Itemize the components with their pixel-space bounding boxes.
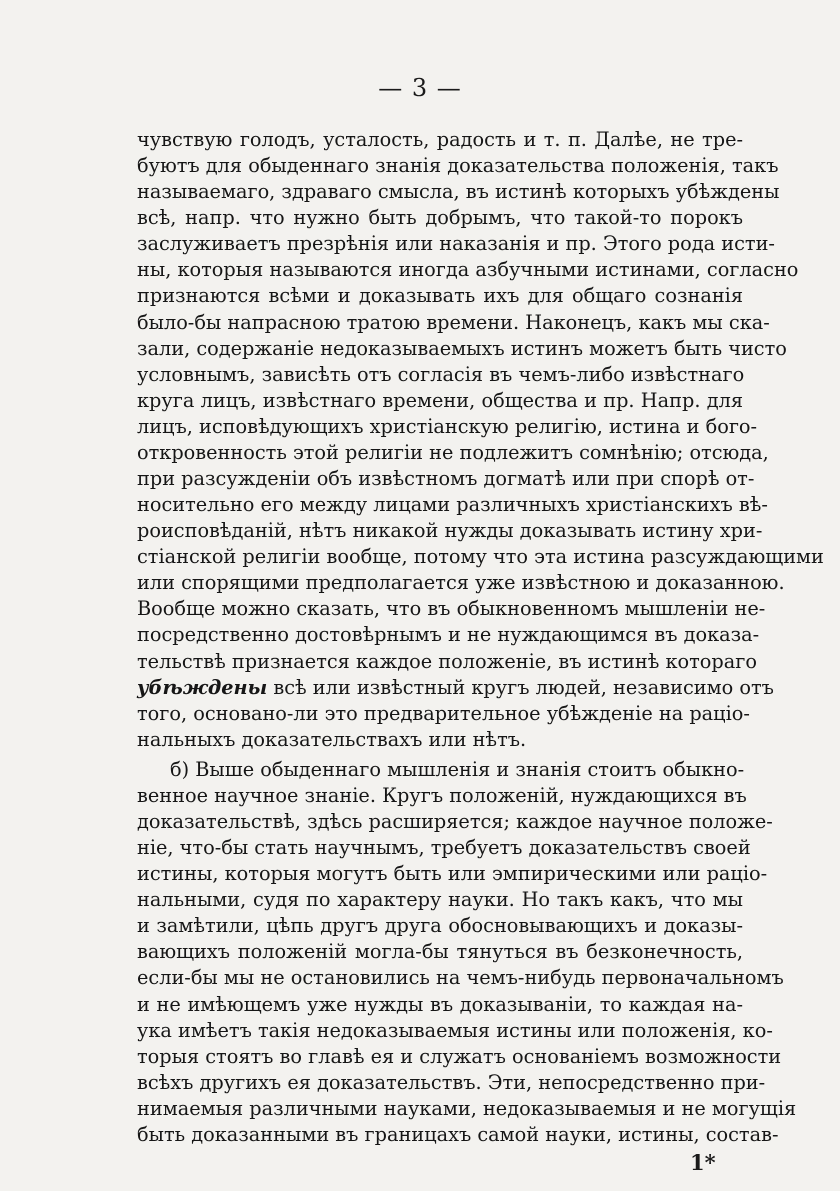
text-line: круга лицъ, извѣстнаго времени, общества и пр. Напр. для <box>137 389 743 412</box>
text-line: б) Выше обыденнаго мышленія и знанія стоитъ обыкно- <box>170 758 745 781</box>
text-line: условнымъ, зависѣть отъ согласія въ чемъ-либо извѣстнаго <box>137 363 745 386</box>
text-line: признаются всѣми и доказывать ихъ для общаго сознанія <box>137 284 743 307</box>
printer-signature-mark: 1* <box>690 1150 716 1175</box>
text-line: стіанской религіи вообще, потому что эта истина разсуждающими <box>137 545 824 568</box>
text-line: вающихъ положеній могла-бы тянуться въ безконечность, <box>137 940 743 963</box>
text-line: нимаемыя различными науками, недоказываемыя и не могущія <box>137 1097 797 1120</box>
text-line: лицъ, исповѣдующихъ христіанскую религію, истина и бого- <box>137 415 758 438</box>
text-line-remainder: всѣ или извѣстный кругъ людей, независимо отъ <box>273 676 774 699</box>
text-line: всѣ, напр. что нужно быть добрымъ, что такой-то порокъ <box>137 206 743 229</box>
text-line: и не имѣющемъ уже нужды въ доказываніи, то каждая на- <box>137 993 743 1016</box>
text-line: нальныхъ доказательствахъ или нѣтъ. <box>137 728 527 751</box>
text-line: при разсужденіи объ извѣстномъ догматѣ или при спорѣ от- <box>137 467 755 490</box>
text-line: нальными, судя по характеру науки. Но такъ какъ, что мы <box>137 888 743 911</box>
text-line: посредственно достовѣрнымъ и не нуждающимся въ доказа- <box>137 623 760 646</box>
text-line: всѣхъ другихъ ея доказательствъ. Эти, непосредственно при- <box>137 1071 766 1094</box>
text-line: венное научное знаніе. Кругъ положеній, нуждающихся въ <box>137 784 747 807</box>
text-line: истины, которыя могутъ быть или эмпирическими или раціо- <box>137 862 768 885</box>
text-line: или спорящими предполагается уже извѣстною и доказанною. <box>137 571 785 594</box>
text-line: быть доказанными въ границахъ самой науки, истины, состав- <box>137 1123 779 1146</box>
text-line: носительно его между лицами различныхъ христіанскихъ вѣ- <box>137 493 768 516</box>
text-line: и замѣтили, цѣпь другъ друга обосновывающихъ и доказы- <box>137 914 743 937</box>
text-line: ніе, что-бы стать научнымъ, требуетъ доказательствъ своей <box>137 836 751 859</box>
text-line: заслуживаетъ презрѣнія или наказанія и пр. Этого рода исти- <box>137 232 775 255</box>
text-line: чувствую голодъ, усталость, радость и т. п. Далѣе, не тре- <box>137 128 743 151</box>
text-line: роисповѣданій, нѣтъ никакой нужды доказывать истину хри- <box>137 519 763 542</box>
text-line: торыя стоятъ во главѣ ея и служатъ основаніемъ возможности <box>137 1045 782 1068</box>
text-line: откровенность этой религіи не подлежитъ сомнѣнію; отсюда, <box>137 441 769 464</box>
text-line: тельствѣ признается каждое положеніе, въ истинѣ котораго <box>137 650 757 673</box>
page-number: — 3 — <box>378 74 462 102</box>
text-line: ука имѣетъ такія недоказываемыя истины или положенія, ко- <box>137 1019 773 1042</box>
text-line: ны, которыя называются иногда азбучными истинами, согласно <box>137 258 799 281</box>
text-line-with-emphasis <box>137 675 774 701</box>
text-line: зали, содержаніе недоказываемыхъ истинъ можетъ быть чисто <box>137 337 787 360</box>
text-line: если-бы мы не остановились на чемъ-нибудь первоначальномъ <box>137 966 784 989</box>
text-line: Вообще можно сказать, что въ обыкновенномъ мышленіи не- <box>137 597 766 620</box>
text-line: называемаго, здраваго смысла, въ истинѣ которыхъ убѣждены <box>137 180 780 203</box>
text-line: было-бы напрасною тратою времени. Наконецъ, какъ мы ска- <box>137 311 770 334</box>
text-line: буютъ для обыденнаго знанія доказательства положенія, такъ <box>137 154 779 177</box>
text-line: доказательствѣ, здѣсь расширяется; каждое научное положе- <box>137 810 773 833</box>
emphasized-word: убѣждены <box>137 676 268 699</box>
text-line: того, основано-ли это предварительное убѣжденіе на раціо- <box>137 702 750 725</box>
